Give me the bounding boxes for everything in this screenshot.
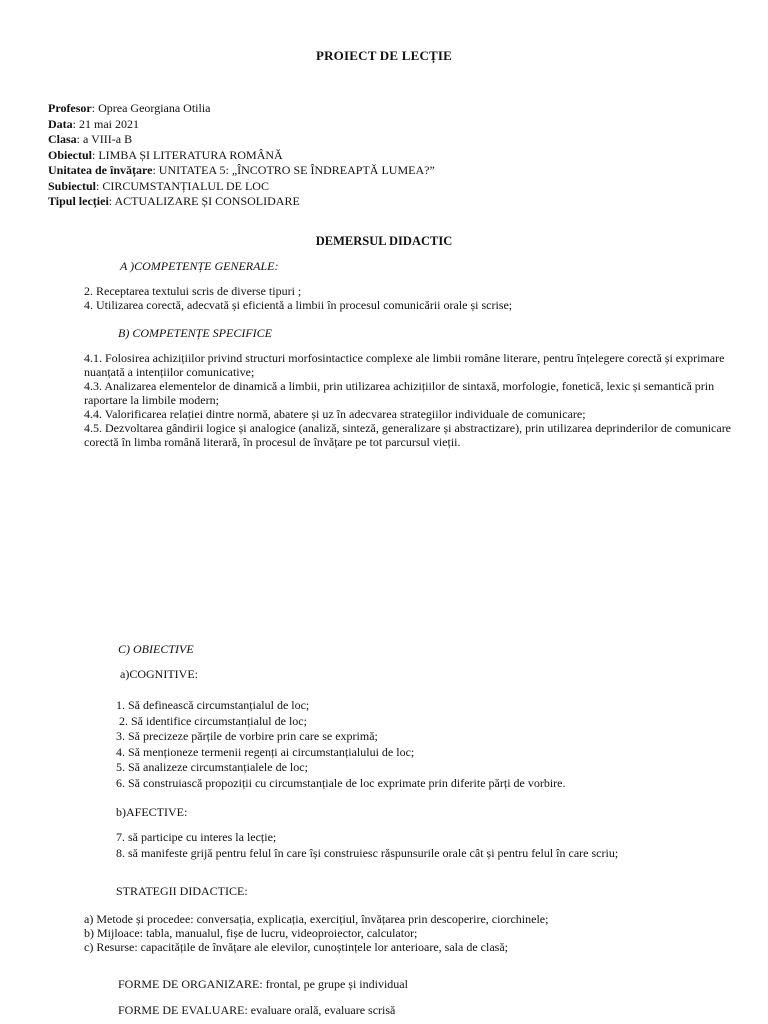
info-row-profesor (48, 101, 728, 117)
afective-objectives-list (116, 830, 736, 861)
forme-evaluare-line: FORME DE EVALUARE: evaluare orală, evaluare scrisă (118, 1003, 396, 1017)
info-label: Profesor (48, 101, 92, 115)
info-row-subiectul (48, 179, 728, 195)
list-item: 5. Să analizeze circumstanțialele de loc; (116, 760, 308, 775)
forme-organizare-line: FORME DE ORGANIZARE: frontal, pe grupe și individual (118, 977, 408, 991)
info-separator: : (108, 194, 115, 208)
afective-heading: b)AFECTIVE: (116, 805, 188, 819)
list-item: b) Mijloace: tabla, manualul, fișe de lucru, videoproiector, calculator; (84, 926, 418, 940)
info-separator: : (92, 147, 99, 162)
list-item: 8. să manifeste grijă pentru felul în care își construiesc răspunsurile orale cât și pentru felul în care scriu; (116, 845, 619, 860)
list-item-continuation: raportare la limbile modern; (84, 393, 219, 407)
info-separator: : (72, 116, 80, 131)
info-row-obiectul (48, 148, 728, 164)
strategii-didactice-heading: STRATEGII DIDACTICE: (116, 884, 248, 898)
list-item: 4.3. Analizarea elementelor de dinamică a limbii, prin utilizarea achizițiilor de sintaxă, morfologie, fonetică, lexic și semantică prin (84, 379, 715, 393)
list-item: 3. Să precizeze părțile de vorbire prin care se exprimă; (116, 729, 378, 744)
info-separator: : (152, 163, 159, 177)
info-label: Unitatea de învățare (48, 163, 153, 177)
info-value: Oprea Georgiana Otilia (98, 101, 211, 115)
demers-didactic-heading: DEMERSUL DIDACTIC (315, 234, 453, 248)
list-item-continuation: nuanțată a intențiilor comunicative; (84, 365, 255, 379)
info-value: ACTUALIZARE ȘI CONSOLIDARE (114, 194, 300, 208)
info-label: Clasa (48, 132, 77, 146)
info-value: LIMBA ȘI LITERATURA ROMÂNĂ (98, 147, 283, 162)
list-item: 4.4. Valorificarea relației dintre normă, abatere și uz în adecvarea strategiilor individuale de comunicare; (84, 407, 586, 421)
info-separator: : (76, 132, 84, 146)
info-row-clasa (48, 132, 728, 148)
list-item-continuation: corectă în limba română literară, în procesul de învățare pe tot parcursul vieții. (84, 435, 461, 449)
list-item: 4. Să menționeze termenii regenți ai circumstanțialului de loc; (116, 744, 415, 759)
competente-specifice-heading: B) COMPETENȚE SPECIFICE (118, 326, 272, 340)
info-separator: : (91, 101, 99, 115)
list-item: 4. Utilizarea corectă, adecvată și eficientă a limbii în procesul comunicării orale și scrise; (84, 298, 513, 312)
list-item: 1. Să definească circumstanțialul de loc; (116, 698, 310, 712)
info-separator: : (96, 178, 103, 193)
strategii-didactice-list (84, 912, 744, 954)
list-item: 2. Să identifice circumstanțialul de loc; (116, 713, 307, 728)
info-row-data (48, 117, 728, 133)
info-row-unitatea (48, 163, 728, 179)
cognitive-heading: a)COGNITIVE: (120, 667, 198, 681)
list-item: 4.1. Folosirea achizițiilor privind structuri morfosintactice complexe ale limbii române literare, pentru înțelegere corectă și exprimare (84, 351, 725, 365)
info-row-tipul-lectiei (48, 194, 728, 210)
info-label: Data (48, 116, 73, 131)
cognitive-objectives-list (116, 698, 736, 792)
document-title: PROIECT DE LECȚIE (315, 48, 453, 63)
competente-specifice-list (84, 351, 744, 449)
info-value: a VIII-a B (83, 132, 133, 146)
info-value: 21 mai 2021 (79, 116, 140, 131)
competente-generale-heading: A )COMPETENȚE GENERALE: (120, 259, 279, 273)
info-value: CIRCUMSTANȚIALUL DE LOC (102, 178, 269, 193)
list-item: 2. Receptarea textului scris de diverse tipuri ; (84, 284, 302, 298)
info-value: UNITATEA 5: „ÎNCOTRO SE ÎNDREAPTĂ LUMEA?” (158, 163, 435, 177)
obiective-heading: C) OBIECTIVE (118, 642, 194, 656)
list-item: a) Metode și procedee: conversația, explicația, exercițiul, învățarea prin descoperire, ciorchinele; (84, 912, 549, 926)
competente-generale-list (84, 284, 744, 312)
info-label: Tipul lecției (48, 194, 109, 208)
list-item: c) Resurse: capacitățile de învățare ale elevilor, cunoștințele lor anterioare, sala de clasă; (84, 940, 508, 954)
info-label: Subiectul (48, 178, 97, 193)
list-item: 4.5. Dezvoltarea gândirii logice și analogice (analiză, sinteză, generalizare și abstractizare), prin utilizarea deprinderilor de comunicare (84, 421, 732, 435)
lesson-info-block (48, 101, 728, 210)
info-label: Obiectul (48, 147, 92, 162)
list-item: 7. să participe cu interes la lecție; (116, 830, 277, 844)
list-item: 6. Să construiască propoziții cu circumstanțiale de loc exprimate prin diferite părți de vorbire. (116, 775, 566, 790)
